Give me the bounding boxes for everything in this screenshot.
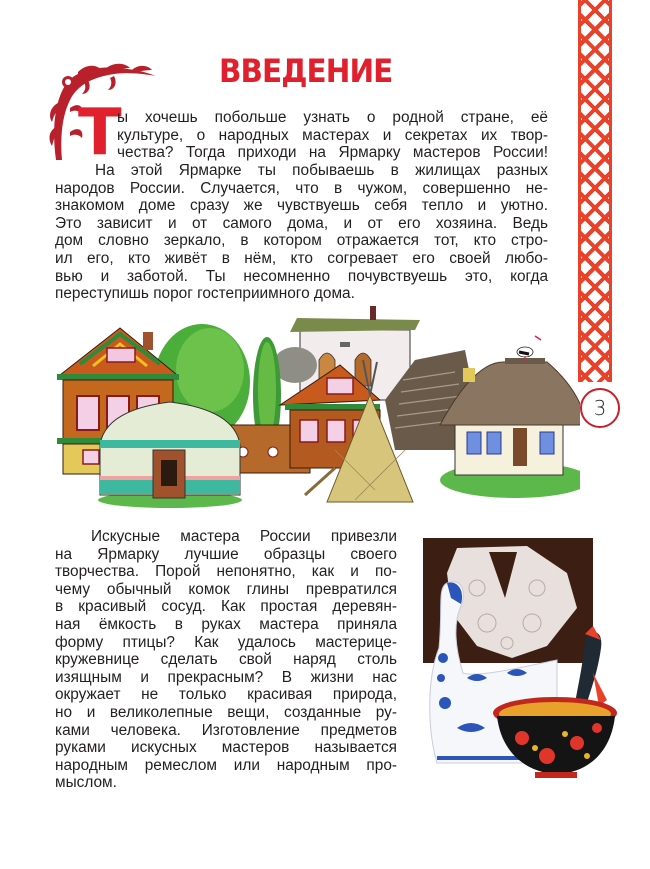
folk-crafts-illustration [417,528,622,783]
intro-paragraph [55,162,548,303]
text-line: мыслом. [55,774,117,792]
text-line: ил его, кто живёт в нём, кто согревает его своей любо- [55,249,548,267]
text-line: народов России. Случается, что в чужом, совершенно не- [55,179,548,197]
text-line: дом словно зеркало, в котором отражается тот, кто стро- [55,232,548,250]
text-line: руками искусных мастеров называется [55,739,397,757]
text-line: чему обычный комок глины превратился [55,580,397,598]
dwellings-illustration [35,300,580,510]
text-line: Искусные мастера России привезли [91,528,397,545]
intro-paragraph-lead [117,109,548,162]
yurt-icon [98,402,242,508]
text-line: на Ярмарку лучшие образцы своего [55,545,397,563]
text-line: культуре, о народных мастерах и секретах их твор- [117,126,548,144]
text-line: Это зависит и от самого дома, и от его хозяина. Ведь [55,214,548,232]
text-line: творчества. Порой непонятно, как и по- [55,563,397,581]
text-line: вью и заботой. Ты несомненно почувствуешь это, когда [55,267,548,285]
text-line: На этой Ярмарке ты побываешь в жилищах разных [95,162,548,179]
text-line: окружает не только красивая природа, [55,686,397,704]
text-line: в красивый сосуд. Как простая деревян- [55,598,397,616]
page-number: 3 [580,388,620,428]
drop-cap: Т [78,96,122,170]
page-title: ВВЕДЕНИЕ [219,52,393,90]
text-line: чества? Тогда приходи на Ярмарку мастеров России! [117,144,548,162]
text-line: народным ремеслом или народным про- [55,756,397,774]
text-line: знакомом доме сразу же чувствуешь себя тепло и уютно. [55,197,548,215]
text-line: форму птицы? Как удалось мастерице- [55,633,397,651]
text-line: ы хочешь побольше узнать о родной стране, её [117,109,548,126]
text-line: ками человека. Изготовление предметов [55,721,397,739]
text-line: кружевнице сделать свой наряд столь [55,651,397,669]
folk-ornament-border [578,0,612,382]
crafts-paragraph [55,528,397,792]
text-line: ная ёмкость в руках мастера приняла [55,615,397,633]
text-line: но и великолепные вещи, созданные ру- [55,703,397,721]
text-line: переступишь порог гостеприимного дома. [55,285,355,303]
text-line: изящным и прекрасным? В жизни нас [55,668,397,686]
